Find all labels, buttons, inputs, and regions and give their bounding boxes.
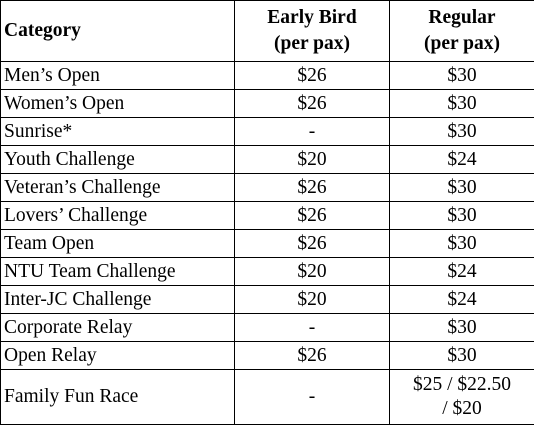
header-regular [390, 1, 534, 62]
cell-regular: $30 [390, 90, 534, 118]
table-row [1, 146, 534, 174]
cell-category: Veteran’s Challenge [1, 174, 235, 202]
cell-early-bird: - [235, 370, 390, 425]
cell-regular: $24 [390, 258, 534, 286]
cell-early-bird: $26 [235, 174, 390, 202]
table-row [1, 370, 534, 425]
cell-regular: $30 [390, 62, 534, 90]
cell-early-bird: $26 [235, 342, 390, 370]
cell-category: Sunrise* [1, 118, 235, 146]
cell-early-bird: - [235, 314, 390, 342]
cell-regular: $30 [390, 174, 534, 202]
header-regular-unit: (per pax) [423, 33, 500, 54]
table-row [1, 342, 534, 370]
cell-early-bird: $20 [235, 286, 390, 314]
table-row [1, 230, 534, 258]
cell-regular: $30 [390, 342, 534, 370]
cell-category: Men’s Open [1, 62, 235, 90]
cell-category: Women’s Open [1, 90, 235, 118]
cell-category: Inter-JC Challenge [1, 286, 235, 314]
cell-category: Family Fun Race [1, 370, 235, 425]
table-row [1, 174, 534, 202]
cell-early-bird: $26 [235, 202, 390, 230]
cell-early-bird: $20 [235, 146, 390, 174]
cell-regular: $30 [390, 118, 534, 146]
cell-category: NTU Team Challenge [1, 258, 235, 286]
header-regular-title: Regular [428, 7, 496, 28]
table-row [1, 314, 534, 342]
cell-regular-line-1: $25 / $22.50 [412, 374, 512, 395]
cell-category: Team Open [1, 230, 235, 258]
header-early-bird [235, 1, 390, 62]
header-category: Category [1, 1, 235, 62]
cell-early-bird: $26 [235, 62, 390, 90]
table-header-row [1, 1, 534, 62]
cell-early-bird: - [235, 118, 390, 146]
cell-early-bird: $20 [235, 258, 390, 286]
cell-category: Open Relay [1, 342, 235, 370]
cell-regular: $24 [390, 286, 534, 314]
table-row [1, 202, 534, 230]
cell-early-bird: $26 [235, 90, 390, 118]
cell-category: Corporate Relay [1, 314, 235, 342]
table-row [1, 286, 534, 314]
cell-regular: $30 [390, 230, 534, 258]
table-row [1, 90, 534, 118]
cell-category: Youth Challenge [1, 146, 235, 174]
header-early-bird-title: Early Bird [267, 7, 357, 28]
cell-regular: $24 [390, 146, 534, 174]
cell-category: Lovers’ Challenge [1, 202, 235, 230]
cell-regular: $30 [390, 314, 534, 342]
cell-regular: $30 [390, 202, 534, 230]
cell-regular-line-2: / $20 [442, 398, 482, 419]
cell-regular [390, 370, 534, 425]
table-body [1, 62, 534, 425]
table-row [1, 258, 534, 286]
header-early-bird-unit: (per pax) [273, 33, 350, 54]
table-row [1, 62, 534, 90]
table-row [1, 118, 534, 146]
cell-early-bird: $26 [235, 230, 390, 258]
